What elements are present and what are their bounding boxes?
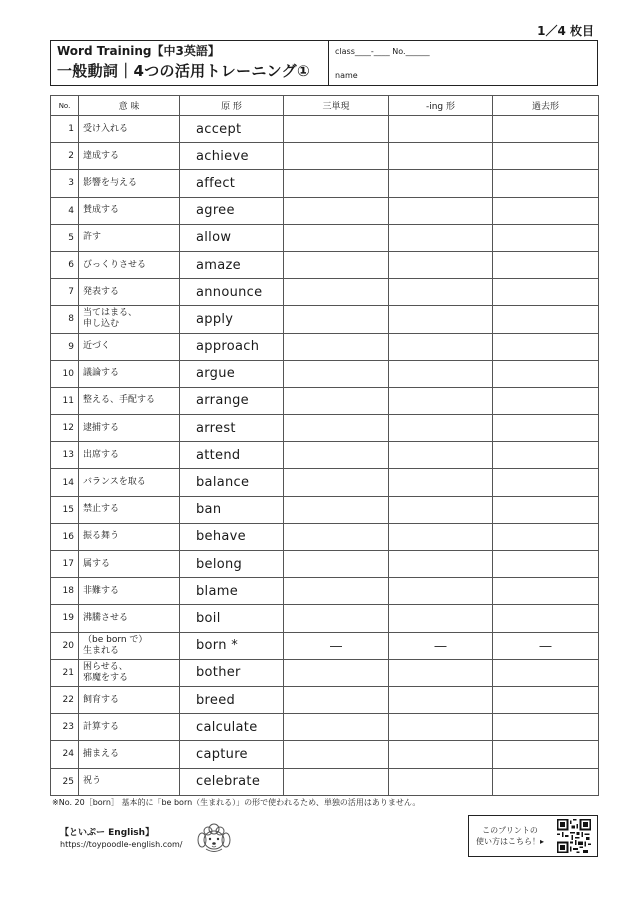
title-area bbox=[51, 41, 329, 85]
header-meaning: 意 味 bbox=[79, 96, 180, 116]
table-row bbox=[51, 714, 599, 741]
row-number: 8 bbox=[51, 306, 79, 333]
answer-third-person-cell[interactable] bbox=[284, 224, 389, 251]
row-base-form: behave bbox=[180, 523, 284, 550]
row-meaning: 達成する bbox=[79, 143, 180, 170]
row-base-form: affect bbox=[180, 170, 284, 197]
answer-ing-form-cell[interactable] bbox=[389, 714, 493, 741]
usage-guide-text: このプリントの 使い方はこちら！▸ bbox=[475, 826, 544, 846]
table-row bbox=[51, 469, 599, 496]
row-meaning: 飼育する bbox=[79, 686, 180, 713]
row-base-form: balance bbox=[180, 469, 284, 496]
answer-third-person-cell[interactable] bbox=[284, 116, 389, 143]
answer-ing-form-cell[interactable] bbox=[389, 170, 493, 197]
row-meaning: 受け入れる bbox=[79, 116, 180, 143]
answer-ing-form-cell[interactable] bbox=[389, 279, 493, 306]
answer-third-person-cell[interactable] bbox=[284, 496, 389, 523]
table-row bbox=[51, 741, 599, 768]
row-base-form: belong bbox=[180, 551, 284, 578]
row-number: 22 bbox=[51, 686, 79, 713]
row-number: 7 bbox=[51, 279, 79, 306]
header-third-person: 三単現 bbox=[284, 96, 389, 116]
row-number: 17 bbox=[51, 551, 79, 578]
row-meaning: 逮捕する bbox=[79, 415, 180, 442]
answer-ing-form-cell[interactable] bbox=[389, 469, 493, 496]
row-base-form: amaze bbox=[180, 251, 284, 278]
row-meaning: 影響を与える bbox=[79, 170, 180, 197]
answer-ing-form-cell[interactable] bbox=[389, 360, 493, 387]
answer-past-form-cell[interactable] bbox=[493, 686, 599, 713]
answer-past-form-cell[interactable] bbox=[493, 469, 599, 496]
answer-ing-form-cell[interactable] bbox=[389, 224, 493, 251]
vocab-table-body bbox=[51, 116, 599, 796]
row-base-form: accept bbox=[180, 116, 284, 143]
table-row bbox=[51, 116, 599, 143]
row-meaning: 議論する bbox=[79, 360, 180, 387]
row-base-form: approach bbox=[180, 333, 284, 360]
answer-third-person-cell[interactable] bbox=[284, 469, 389, 496]
answer-past-form-cell[interactable] bbox=[493, 578, 599, 605]
answer-third-person-cell[interactable] bbox=[284, 306, 389, 333]
row-meaning: 振る舞う bbox=[79, 523, 180, 550]
row-meaning: 整える、手配する bbox=[79, 387, 180, 414]
table-row bbox=[51, 279, 599, 306]
table-row bbox=[51, 143, 599, 170]
row-meaning: 祝う bbox=[79, 768, 180, 795]
row-base-form: bother bbox=[180, 659, 284, 686]
answer-past-form-cell[interactable] bbox=[493, 714, 599, 741]
row-base-form: ban bbox=[180, 496, 284, 523]
answer-third-person-cell[interactable] bbox=[284, 659, 389, 686]
student-info-area bbox=[329, 41, 597, 85]
table-row bbox=[51, 686, 599, 713]
row-base-form: breed bbox=[180, 686, 284, 713]
header-no: No. bbox=[51, 96, 79, 116]
usage-guide-box[interactable] bbox=[468, 815, 598, 857]
answer-third-person-cell[interactable] bbox=[284, 170, 389, 197]
answer-third-person-cell[interactable] bbox=[284, 605, 389, 632]
answer-third-person-cell[interactable] bbox=[284, 523, 389, 550]
brand-block bbox=[60, 827, 183, 851]
row-meaning: 属する bbox=[79, 551, 180, 578]
answer-past-form-cell[interactable] bbox=[493, 415, 599, 442]
row-meaning: 捕まえる bbox=[79, 741, 180, 768]
header-box bbox=[50, 40, 598, 86]
page-number: 1／4 枚目 bbox=[537, 24, 594, 38]
row-base-form: apply bbox=[180, 306, 284, 333]
header-ing-form: -ing 形 bbox=[389, 96, 493, 116]
answer-third-person-cell[interactable] bbox=[284, 415, 389, 442]
row-meaning: 沸騰させる bbox=[79, 605, 180, 632]
brand-name: 【といぷー English】 bbox=[60, 828, 155, 838]
worksheet-subtitle: 一般動詞｜4つの活用トレーニング① bbox=[57, 62, 310, 80]
answer-past-form-cell[interactable] bbox=[493, 143, 599, 170]
answer-past-form-cell[interactable] bbox=[493, 659, 599, 686]
answer-past-form-cell[interactable] bbox=[493, 360, 599, 387]
answer-third-person-cell[interactable] bbox=[284, 741, 389, 768]
row-number: 25 bbox=[51, 768, 79, 795]
row-base-form: allow bbox=[180, 224, 284, 251]
row-number: 16 bbox=[51, 523, 79, 550]
answer-past-form-cell[interactable] bbox=[493, 442, 599, 469]
vocab-table bbox=[50, 95, 599, 796]
row-number: 12 bbox=[51, 415, 79, 442]
row-base-form: agree bbox=[180, 197, 284, 224]
row-meaning: バランスを取る bbox=[79, 469, 180, 496]
table-row bbox=[51, 578, 599, 605]
table-row bbox=[51, 170, 599, 197]
row-number: 9 bbox=[51, 333, 79, 360]
answer-ing-form-cell[interactable] bbox=[389, 686, 493, 713]
answer-third-person-cell[interactable] bbox=[284, 387, 389, 414]
answer-ing-form-cell[interactable] bbox=[389, 741, 493, 768]
row-number: 24 bbox=[51, 741, 79, 768]
row-base-form: born * bbox=[180, 632, 284, 659]
answer-third-person-cell[interactable] bbox=[284, 279, 389, 306]
row-meaning: 当てはまる、 申し込む bbox=[79, 306, 180, 333]
answer-past-form-cell[interactable] bbox=[493, 116, 599, 143]
answer-third-person-cell[interactable] bbox=[284, 333, 389, 360]
row-meaning: 許す bbox=[79, 224, 180, 251]
row-number: 1 bbox=[51, 116, 79, 143]
table-row bbox=[51, 605, 599, 632]
table-row bbox=[51, 523, 599, 550]
row-meaning: 非難する bbox=[79, 578, 180, 605]
answer-ing-form-cell[interactable] bbox=[389, 251, 493, 278]
row-meaning: 出席する bbox=[79, 442, 180, 469]
row-number: 4 bbox=[51, 197, 79, 224]
answer-past-form-cell[interactable] bbox=[493, 333, 599, 360]
row-number: 15 bbox=[51, 496, 79, 523]
row-number: 3 bbox=[51, 170, 79, 197]
answer-third-person-cell[interactable] bbox=[284, 551, 389, 578]
table-row bbox=[51, 333, 599, 360]
row-meaning: 困らせる、 邪魔をする bbox=[79, 659, 180, 686]
answer-third-person-cell[interactable] bbox=[284, 251, 389, 278]
table-row bbox=[51, 197, 599, 224]
answer-past-form-cell[interactable] bbox=[493, 768, 599, 795]
answer-past-form-cell[interactable] bbox=[493, 197, 599, 224]
row-number: 13 bbox=[51, 442, 79, 469]
answer-third-person-cell[interactable] bbox=[284, 197, 389, 224]
row-base-form: announce bbox=[180, 279, 284, 306]
answer-past-form-cell[interactable] bbox=[493, 306, 599, 333]
row-base-form: arrest bbox=[180, 415, 284, 442]
answer-third-person-cell[interactable] bbox=[284, 714, 389, 741]
answer-ing-form-cell[interactable]: ― bbox=[389, 632, 493, 659]
answer-third-person-cell[interactable] bbox=[284, 143, 389, 170]
table-row bbox=[51, 306, 599, 333]
class-number-field[interactable]: class____-____ No.______ bbox=[335, 47, 430, 56]
answer-past-form-cell[interactable] bbox=[493, 551, 599, 578]
answer-ing-form-cell[interactable] bbox=[389, 605, 493, 632]
table-row bbox=[51, 551, 599, 578]
answer-third-person-cell[interactable] bbox=[284, 360, 389, 387]
row-base-form: achieve bbox=[180, 143, 284, 170]
answer-past-form-cell[interactable] bbox=[493, 496, 599, 523]
row-number: 2 bbox=[51, 143, 79, 170]
row-meaning: 発表する bbox=[79, 279, 180, 306]
answer-past-form-cell[interactable] bbox=[493, 387, 599, 414]
row-number: 23 bbox=[51, 714, 79, 741]
answer-past-form-cell[interactable] bbox=[493, 251, 599, 278]
row-number: 18 bbox=[51, 578, 79, 605]
row-number: 6 bbox=[51, 251, 79, 278]
table-row bbox=[51, 632, 599, 659]
answer-ing-form-cell[interactable] bbox=[389, 306, 493, 333]
row-base-form: boil bbox=[180, 605, 284, 632]
row-meaning: びっくりさせる bbox=[79, 251, 180, 278]
answer-third-person-cell[interactable] bbox=[284, 442, 389, 469]
row-meaning: 計算する bbox=[79, 714, 180, 741]
row-meaning: （be born で） 生まれる bbox=[79, 632, 180, 659]
table-row bbox=[51, 768, 599, 795]
table-row bbox=[51, 387, 599, 414]
row-base-form: celebrate bbox=[180, 768, 284, 795]
table-row bbox=[51, 442, 599, 469]
answer-ing-form-cell[interactable] bbox=[389, 442, 493, 469]
answer-ing-form-cell[interactable] bbox=[389, 116, 493, 143]
answer-ing-form-cell[interactable] bbox=[389, 659, 493, 686]
table-row bbox=[51, 659, 599, 686]
answer-third-person-cell[interactable] bbox=[284, 768, 389, 795]
row-number: 20 bbox=[51, 632, 79, 659]
row-base-form: attend bbox=[180, 442, 284, 469]
row-meaning: 賛成する bbox=[79, 197, 180, 224]
footnote: ※No. 20［born］ 基本的に「be born（生まれる）」の形で使われるため、単独の活用はありません。 bbox=[52, 798, 421, 807]
row-meaning: 近づく bbox=[79, 333, 180, 360]
name-field[interactable]: name bbox=[335, 71, 358, 80]
row-number: 5 bbox=[51, 224, 79, 251]
table-row bbox=[51, 224, 599, 251]
row-meaning: 禁止する bbox=[79, 496, 180, 523]
answer-past-form-cell[interactable] bbox=[493, 605, 599, 632]
row-number: 10 bbox=[51, 360, 79, 387]
header-past-form: 過去形 bbox=[493, 96, 599, 116]
answer-past-form-cell[interactable] bbox=[493, 170, 599, 197]
brand-url-link[interactable]: https://toypoodle-english.com/ bbox=[60, 840, 183, 849]
answer-ing-form-cell[interactable] bbox=[389, 523, 493, 550]
answer-ing-form-cell[interactable] bbox=[389, 551, 493, 578]
header-base-form: 原 形 bbox=[180, 96, 284, 116]
answer-ing-form-cell[interactable] bbox=[389, 197, 493, 224]
row-number: 19 bbox=[51, 605, 79, 632]
answer-ing-form-cell[interactable] bbox=[389, 415, 493, 442]
answer-ing-form-cell[interactable] bbox=[389, 496, 493, 523]
answer-ing-form-cell[interactable] bbox=[389, 768, 493, 795]
row-base-form: argue bbox=[180, 360, 284, 387]
answer-ing-form-cell[interactable] bbox=[389, 333, 493, 360]
answer-ing-form-cell[interactable] bbox=[389, 143, 493, 170]
answer-third-person-cell[interactable] bbox=[284, 578, 389, 605]
row-number: 14 bbox=[51, 469, 79, 496]
answer-third-person-cell[interactable]: ― bbox=[284, 632, 389, 659]
table-header-row bbox=[51, 96, 599, 116]
answer-ing-form-cell[interactable] bbox=[389, 578, 493, 605]
table-row bbox=[51, 251, 599, 278]
row-number: 21 bbox=[51, 659, 79, 686]
row-base-form: capture bbox=[180, 741, 284, 768]
poodle-mascot-icon bbox=[194, 820, 234, 856]
answer-past-form-cell[interactable] bbox=[493, 741, 599, 768]
answer-past-form-cell[interactable] bbox=[493, 523, 599, 550]
answer-past-form-cell[interactable] bbox=[493, 279, 599, 306]
table-row bbox=[51, 360, 599, 387]
answer-past-form-cell[interactable] bbox=[493, 224, 599, 251]
table-row bbox=[51, 496, 599, 523]
worksheet-title: Word Training【中3英語】 bbox=[57, 44, 220, 58]
row-number: 11 bbox=[51, 387, 79, 414]
qr-code-icon[interactable] bbox=[555, 819, 593, 853]
answer-past-form-cell[interactable]: ― bbox=[493, 632, 599, 659]
answer-third-person-cell[interactable] bbox=[284, 686, 389, 713]
answer-ing-form-cell[interactable] bbox=[389, 387, 493, 414]
table-row bbox=[51, 415, 599, 442]
row-base-form: blame bbox=[180, 578, 284, 605]
row-base-form: calculate bbox=[180, 714, 284, 741]
row-base-form: arrange bbox=[180, 387, 284, 414]
